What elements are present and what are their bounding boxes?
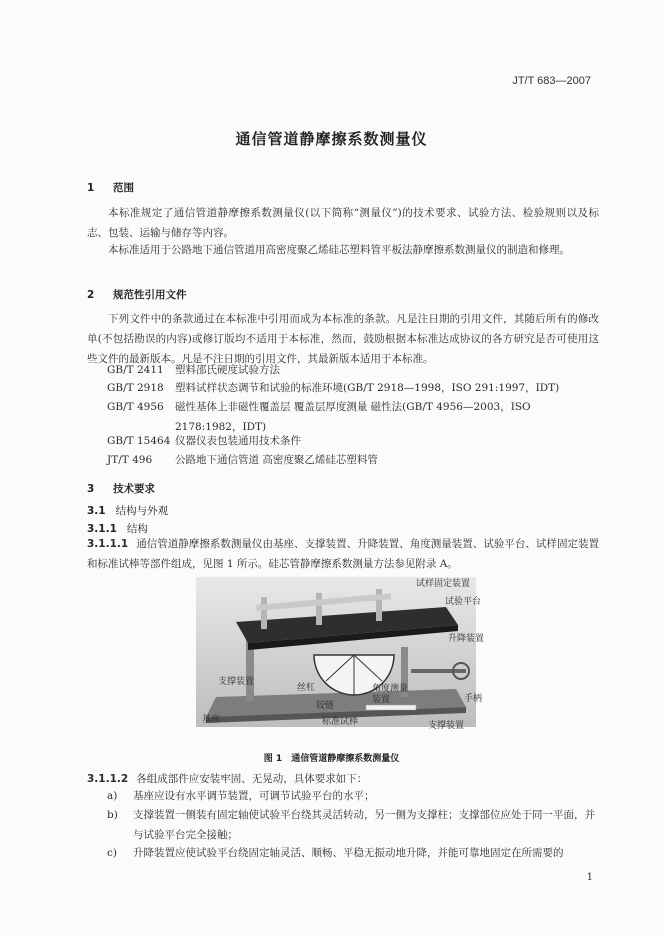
reference-item (107, 360, 599, 380)
reference-text: 仪器仪表包装通用技术条件 (175, 435, 301, 447)
list-marker: b) (107, 809, 118, 821)
document-title: 通信管道静摩擦系数测量仪 (235, 130, 428, 148)
list-text: 支撑装置一侧装有固定轴使试验平台绕其灵活转动，另一侧为支撑柱；支撑部位应处于同一平面，并与试验平台完全接触； (133, 809, 595, 841)
clause-number: 3.1.1.1 (87, 538, 129, 550)
section-title: 规范性引用文件 (113, 289, 187, 301)
section-2-heading (87, 287, 187, 302)
reference-text: 塑料试样状态调节和试验的标准环境(GB/T 2918—1998，ISO 291:1997，IDT) (175, 382, 560, 394)
section-1-paragraph-1: 本标准规定了通信管道静摩擦系数测量仪(以下简称“测量仪”)的技术要求、试验方法、检验规则以及标志、包装、运输与储存等内容。 (87, 207, 599, 239)
list-text: 基座应设有水平调节装置，可调节试验平台的水平； (133, 790, 375, 802)
subsection-title: 结构 (126, 523, 148, 535)
label-axle: 丝杠 (297, 683, 316, 693)
label-handle: 手柄 (464, 694, 483, 704)
reference-code: GB/T 4956 (107, 401, 164, 413)
section-number: 2 (87, 289, 95, 301)
section-title: 技术要求 (113, 483, 155, 495)
list-marker: a) (107, 790, 118, 802)
reference-code: GB/T 15464 (107, 435, 171, 447)
section-number: 1 (87, 182, 95, 194)
list-text: 升降装置应使试验平台绕固定轴灵活、顺畅、平稳无振动地升降，并能可靠地固定在所需要的 (133, 847, 564, 859)
label-lift: 升降装置 (448, 634, 485, 644)
figure-1-photo (196, 577, 476, 727)
standard-number: JT/T 683—2007 (512, 75, 591, 87)
reference-item (107, 378, 599, 398)
section-1-heading (87, 180, 134, 195)
subsection-title: 结构与外观 (115, 505, 169, 517)
lift-screw (411, 669, 466, 673)
section-title: 范围 (113, 182, 134, 194)
label-support: 支撑装置 (428, 721, 465, 731)
label-hinge: 铰链 (316, 701, 335, 711)
label-fixture: 试样固定装置 (416, 579, 471, 589)
fixture-clamp (261, 597, 267, 629)
clause-3-1-1-1 (87, 534, 599, 574)
reference-text: 磁性基体上非磁性覆盖层 覆盖层厚度测量 磁性法(GB/T 4956—2003，ISO 2178:1982，IDT) (175, 401, 531, 433)
list-item (107, 805, 599, 845)
section-number: 3 (87, 483, 95, 495)
reference-code: GB/T 2411 (107, 364, 164, 376)
section-1-paragraph-2: 本标准适用于公路地下通信管道用高密度聚乙烯硅芯塑料管平板法静摩擦系数测量仪的制造和修理。 (108, 244, 570, 256)
label-support-device: 支撑装置 (218, 677, 255, 687)
reference-text: 塑料邵氏硬度试验方法 (175, 364, 280, 376)
reference-code: GB/T 2918 (107, 382, 164, 394)
label-platform: 试验平台 (445, 597, 482, 607)
label-rod: 标准试棒 (322, 717, 359, 727)
subsection-number: 3.1.1 (87, 523, 117, 535)
list-marker: c) (107, 847, 117, 859)
subsection-number: 3.1 (87, 505, 106, 517)
reference-code: JT/T 496 (107, 454, 153, 466)
reference-item (107, 431, 599, 451)
reference-text: 公路地下通信管道 高密度聚乙烯硅芯塑料管 (175, 454, 378, 466)
section-3-heading (87, 481, 155, 496)
list-item (107, 786, 599, 806)
clause-text: 各组成部件应安装牢固、无晃动，具体要求如下： (136, 773, 368, 785)
label-base: 基座 (202, 715, 221, 725)
list-item (107, 843, 599, 863)
clause-text: 通信管道静摩擦系数测量仪由基座、支撑装置、升降装置、角度测量装置、试验平台、试样固定装置和标准试棒等部件组成，见图 1 所示。硅芯管静摩擦系数测量方法参见附录 A。 (87, 538, 599, 570)
subsection-3-1 (87, 503, 168, 518)
figure-caption: 图 1 通信管道静摩擦系数测量仪 (263, 754, 400, 764)
section-2-paragraph: 下列文件中的条款通过在本标准中引用而成为本标准的条款。凡是注日期的引用文件，其随后所有的修改单(不包括勘误的内容)或修订版均不适用于本标准，然而，鼓励根据本标准达成协议的各方研究是否可使用这些文件的最新版本。凡是不注日期的引用文件，其最新版本适用于本标准。 (87, 313, 599, 365)
label-angle: 角度测量装置 (372, 684, 409, 705)
clause-number: 3.1.1.2 (87, 773, 129, 785)
page-number: 1 (586, 872, 593, 883)
reference-item (107, 450, 599, 470)
